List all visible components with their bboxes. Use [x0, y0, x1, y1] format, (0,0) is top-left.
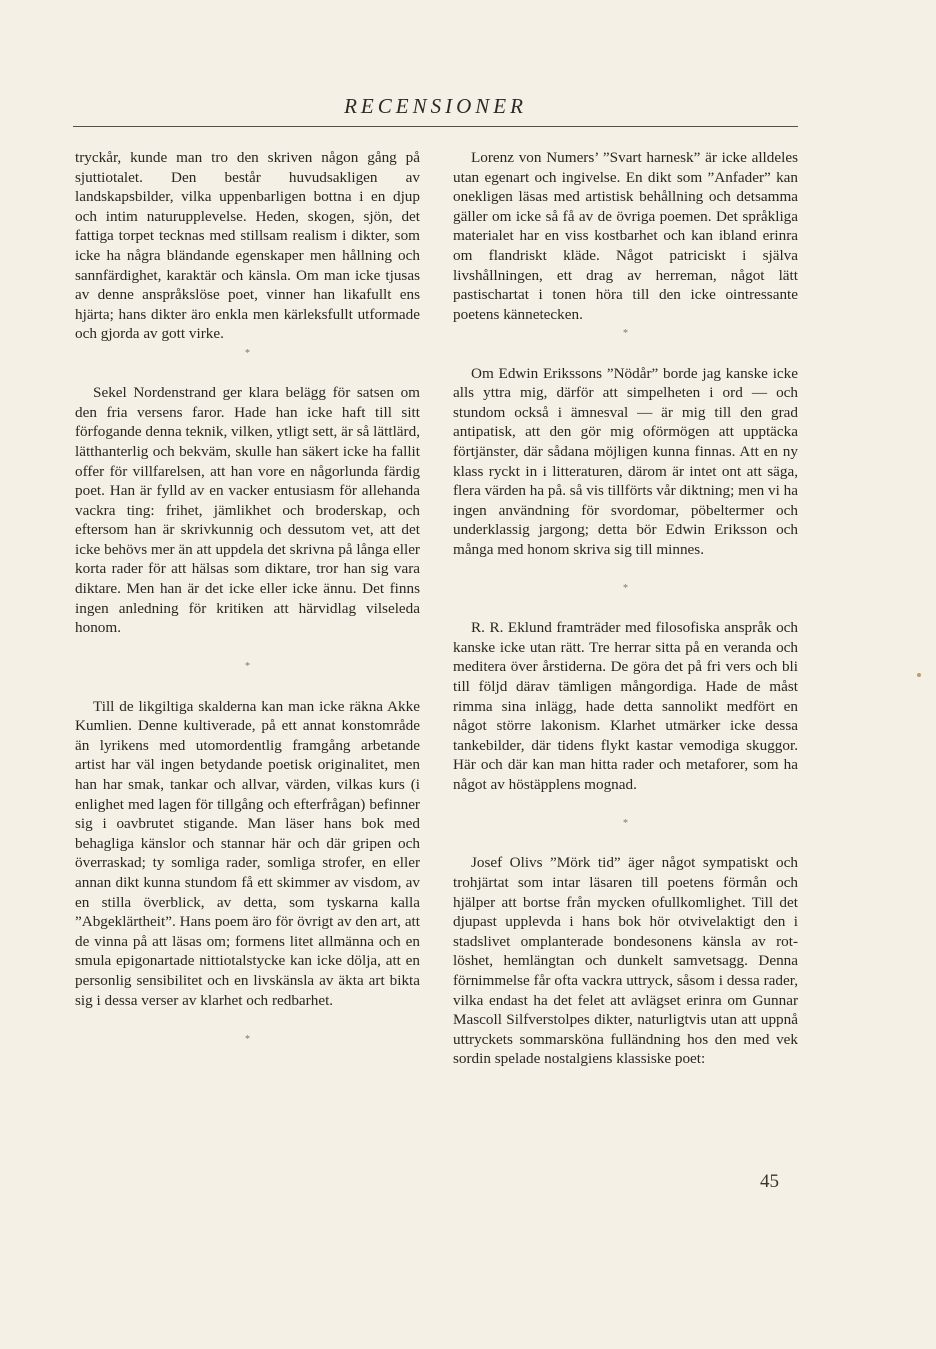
running-header [73, 92, 798, 127]
section-separator: * [623, 583, 628, 595]
right-paragraph-2: Om Edwin Erikssons ”Nödår” borde jag kanske icke alls yttra mig, därför att simpelheten i ord — och stundom också i ämnesval — är mig till den grad antipatisk, att den gör mig oförmögen att upptäcka förtjänster, där sådana möjligen kunna finnas. Att en ny klass ryckt in i litteraturen, därom är intet ont att säga, flera värden ha på. så vis tillförts vår diktning; men vi ha ingen användning för svordomar, pöbeltermer och underklassig jargong; detta bör Edwin Eriksson och många med honom skriva sig till minnes. [453, 364, 798, 558]
page-number: 45 [760, 1171, 779, 1192]
left-paragraph-2: Sekel Nordenstrand ger klara belägg för satsen om den fria versens faror. Hade han icke haft till sitt förfogande denna teknik, vilken, ytligt sett, är så lättlärd, lätthanterlig och bekväm, skulle han säkert icke ha fallit offer för villfarelsen, att han vore en någorlunda färdig poet. Han är fylld av en vacker entusiasm för allehanda vackra ting: frihet, jämlikhet och broderskap, och eftersom han är skrivkunnig och dessutom vet, att det icke behövs mer än att uppdela det skrivna på långa eller korta rader för att hälsas som diktare, tror han sig vara diktare. Men han är det icke eller icke ännu. Det finns ingen anledning för kritiken att härvidlag vilseleda honom. [75, 384, 420, 637]
margin-speck [917, 673, 921, 677]
section-separator: * [245, 661, 250, 673]
left-paragraph-1: tryckår, kunde man tro den skriven någon gång på sjuttiotalet. Den består huvudsakligen av landskapsbilder, vilka uppenbarligen bottna i en djup och intim naturupplevelse. Heden, skogen, sjön, det fattiga torpet tecknas med stillsam realism i dikter, som icke ha några bländande egenskaper men hållning och sannfärdighet, karaktär och känsla. Om man icke tjusas av denne anspråkslöse poet, vinner han likafullt ens hjärta; hans dikter äro enkla men kärleksfullt utformade och gjorda av gott virke. [75, 149, 420, 343]
section-separator: * [623, 328, 628, 340]
right-paragraph-3: R. R. Eklund framträder med filosofiska anspråk och kanske icke utan rätt. Tre herrar sitta på en veranda och meditera över årstiderna. De göra det på fri vers och bli till följd därav tämligen mångordiga. Hade de måst rimma sina inlägg, hade detta sannolikt medfört en något större lakonism. Klarhet utmärker icke dessa tankebilder, där tidens flykt kastar vemodiga skuggor. Här och där kan man hitta rader och metaforer, som ha något av höstäpplens mognad. [453, 619, 798, 793]
section-separator: * [245, 347, 250, 359]
right-paragraph-4: Josef Olivs ”Mörk tid” äger något sympatiskt och trohjärtat som intar läsaren till poetens förmån och hjälper att bortse från mycken ofullkomlighet. Till det djupast upplevda i hans bok hör otvivelaktigt den i stadslivet omplanterade bondesonens känsla av rotlöshet, hemlängtan och dunkelt samvetsagg. Denna förnimmelse får ofta vackra uttryck, såsom i dessa rader, vilka endast ha det felet att avlägset erinra om Gunnar Mascoll Silfverstolpes dikter, naturligtvis utan att uppnå uttryckets sommarsköna fulländning hos den med vek sordin spelade nostalgiens klassiske poet: [453, 854, 798, 1068]
left-paragraph-3: Till de likgiltiga skalderna kan man icke räkna Akke Kumlien. Denne kultiverade, på ett annat konstområde än lyrikens med utomordentlig framgång arbetande artist har väl ingen betydande poetisk originalitet, men han har smak, tankar och allvar, värden, vilkas kurs (i enlighet med lagen för tillgång och efterfrågan) befinner sig i oavbrutet stigande. Man läser hans bok med behagliga känslor och stannar här och där gripen och överraskad; ty somliga rader, somliga strofer, en eller annan dikt kunna stundom få ett skimmer av visdom, av en stilla överblick, av detta, som tyskarna kalla ”Abgeklärtheit”. Hans poem äro för övrigt av den art, att de vinna på att läsas om; formens litet allmänna och en smula epigonartade nittiotalstycke kan icke dölja, att en personlig sensibilitet och en livskänsla av äkta art bikta sig i dessa verser av klarhet och redbarhet. [75, 697, 420, 1009]
right-column [453, 148, 798, 1069]
section-title: RECENSIONER [344, 94, 527, 118]
section-separator: * [245, 1033, 250, 1045]
section-separator: * [623, 818, 628, 830]
right-paragraph-1: Lorenz von Numers’ ”Svart harnesk” är icke alldeles utan egenart och ingivelse. En dikt som ”Anfader” kan onekligen läsas med artistisk behållning och detsamma gäller om icke så få av de övriga poemen. Det språkliga materialet har en viss kostbarhet och kan ibland erinra om flandriskt kläde. Något patriciskt i själva livshållningen, ett drag av herreman, något lätt pastischartat i tonen höra till den icke ointressante poetens kännetecken. [453, 149, 798, 323]
left-column [75, 148, 420, 1049]
